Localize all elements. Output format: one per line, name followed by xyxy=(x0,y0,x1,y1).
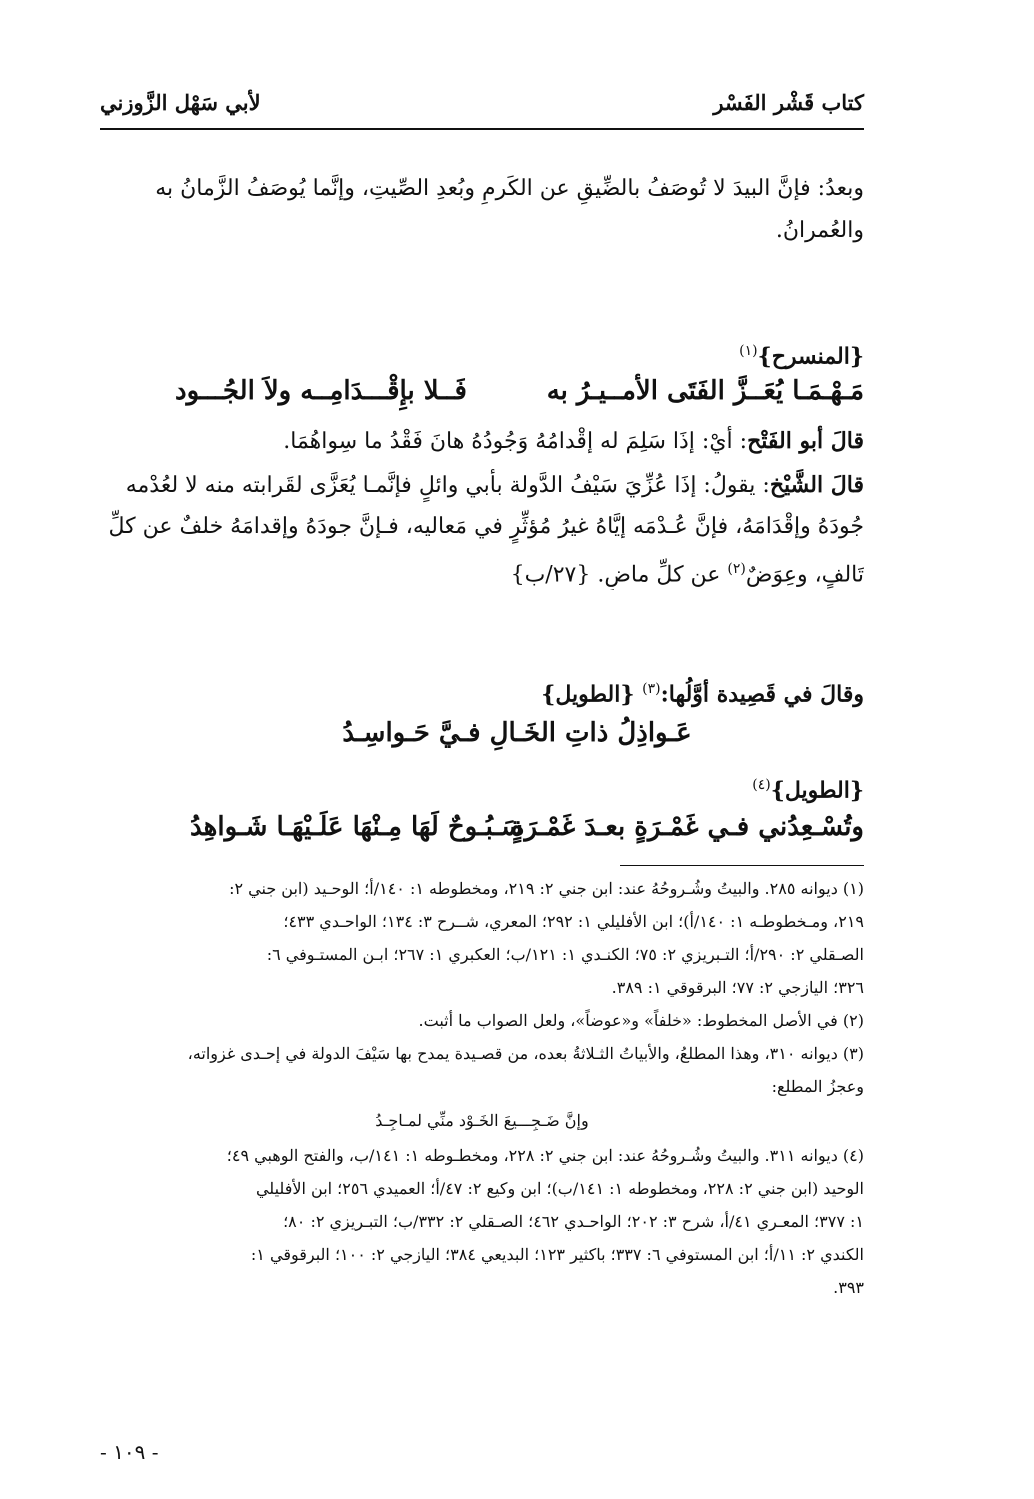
footnote-line: (٤) ديوانه ٣١١. والبيتُ وشُـروحُهُ عند: ابن جني ٢: ٢٢٨، ومخطـوطه ١: ١٤١/ب، والفتح الوهبي ٤٩؛ xyxy=(226,1146,864,1165)
meter-name: {الطويل} xyxy=(541,681,643,708)
footnote-line: (٣) ديوانه ٣١٠، وهذا المطلعُ، والأبياتُ الثـلاثةُ بعده، من قصـيدة يمدح بها سَيْفَ الدولة في إحـدى غزواته، xyxy=(187,1044,864,1063)
intro-line: والعُمرانُ. xyxy=(775,218,864,243)
speaker-label: قالَ الشَّيْخ xyxy=(769,472,864,498)
footnote-ref: (٤) xyxy=(752,777,771,793)
page-number: - ١٠٩ - xyxy=(100,1440,159,1464)
footnote-line: ١: ٣٧٧؛ المعـري ٤١/أ، شرح ٣: ٢٠٢؛ الواحـدي ٤٦٢؛ الصـقلي ٢: ٣٣٢/ب؛ التبـريزي ٢: ٨٠؛ xyxy=(283,1212,864,1231)
poem-intro-label: وقالَ في قَصِيدة أوَّلُها: xyxy=(660,681,864,708)
meter-label xyxy=(100,764,864,806)
intro-line: وبعدُ: فإنَّ البيدَ لا تُوصَفُ بالضِّيقِ عن الكَرمِ وبُعدِ الصِّيتِ، وإنَّما يُوصَفُ الزَّمانُ به xyxy=(155,176,864,201)
running-header xyxy=(100,90,864,126)
footnote-rule xyxy=(620,865,864,866)
commentary-text: جُودَهُ وإقْدَامَهُ، فإنَّ عُـدْمَه إيَّاهُ غيرُ مُؤثِّرٍ في مَعاليه، فـإنَّ جودَهُ وإقدامَهُ خلفٌ عن كلِّ xyxy=(108,514,864,539)
footnote-line: (١) ديوانه ٢٨٥. والبيتُ وشُـروحُهُ عند: ابن جني ٢: ٢١٩، ومخطوطه ١: ١٤٠/أ؛ الوحـيد (ابن جني ٢: xyxy=(229,879,864,898)
footnote-line: (٢) في الأصل المخطوط: «خلفاً» و«عوضاً»، ولعل الصواب ما أثبت. xyxy=(418,1011,864,1030)
footnote-ref: (٣) xyxy=(642,681,661,697)
commentary-text: تَالفٍ، وعِوَضٌ xyxy=(745,562,864,588)
meter-name: {الطويل} xyxy=(770,777,864,804)
commentary-text: : أيْ: إذَا سَلِمَ له إقْدامُهُ وَجُودُهُ هانَ فَقْدُ ما سِواهُمَا. xyxy=(283,429,748,454)
footnote-line: الكندي ٢: ١١/أ؛ ابن المستوفي ٦: ٣٣٧؛ باكثير ١٢٣؛ البديعي ٣٨٤؛ اليازجي ٢: ١٠٠؛ البرقوقي ١: xyxy=(250,1245,864,1264)
footnote-line: وعجزُ المطلع: xyxy=(771,1077,864,1096)
intro-paragraph xyxy=(100,168,864,252)
footnote-line: ٣٢٦؛ اليازجي ٢: ٧٧؛ البرقوقي ١: ٣٨٩. xyxy=(611,978,864,997)
verse-hemistich-left: سَـبُـوحٌ لَهَا مِـنْهَا عَلَـيْهَـا شَـواهِدُ xyxy=(190,812,523,842)
header-rule xyxy=(100,128,864,130)
verse-hemistich-left: فَــلا بإِقْـــدَامِــه ولاَ الجُـــود xyxy=(175,376,467,406)
meter-label xyxy=(100,330,864,372)
opening-hemistich: عَـواذِلُ ذاتِ الخَـالِ فـيَّ حَـواسِـدُ xyxy=(342,718,692,748)
footnote-verse: وإنَّ ضَـجِـــيعَ الخَـوْد منِّي لمـاجِـدُ xyxy=(375,1111,589,1130)
book-title: كتاب قَشْر الفَسْر xyxy=(713,90,864,115)
footnote-line: ٢١٩، ومـخطوطـه ١: ١٤٠/أ)؛ ابن الأفليلي ١: ٢٩٢؛ المعري، شــرح ٣: ١٣٤؛ الواحـدي ٤٣٣؛ xyxy=(283,912,864,931)
meter-name: {المنسرح} xyxy=(757,343,864,370)
speaker-label: قالَ أبو الفَتْح xyxy=(747,428,864,454)
footnote-line: الصـقلي ٢: ٢٩٠/أ؛ التـبريزي ٢: ٧٥؛ الكنـدي ١: ١٢١/ب؛ العكبري ١: ٢٦٧؛ ابـن المستـوفي ٦: xyxy=(266,945,864,964)
footnote-line: ٣٩٣. xyxy=(833,1278,864,1297)
footnotes xyxy=(100,872,864,1304)
author-name: لأبي سَهْل الزَّوزني xyxy=(100,90,261,115)
commentary-text: عن كلِّ ماضٍ. {٢٧/ب} xyxy=(510,562,728,588)
commentary-abu-alfath xyxy=(100,420,864,462)
verse-hemistich-right: وتُسْـعِدُني فـي غَمْـرَةٍ بعـدَ غَمْـرَةٍ xyxy=(510,812,864,842)
commentary-text: : يقولُ: إذَا عُزِّيَ سَيْفُ الدَّولة بأبي وائلٍ فإنَّمـا يُعَزَّى لقَرابته منه لا لعُدْمه xyxy=(125,473,770,498)
verse-hemistich-right: مَـهْـمَـا يُعَــزَّ الفَتَى الأمــيـرُ به xyxy=(546,376,864,406)
footnote-ref: (١) xyxy=(739,343,758,359)
footnote-line: الوحيد (ابن جني ٢: ٢٢٨، ومخطوطه ١: ١٤١/ب)؛ ابن وكيع ٢: ٤٧/أ؛ العميدي ٢٥٦؛ ابن الأفليلي xyxy=(255,1179,864,1198)
commentary-shaykh xyxy=(100,464,864,590)
footnote-ref: (٢) xyxy=(727,561,746,577)
poem-intro xyxy=(100,668,864,710)
